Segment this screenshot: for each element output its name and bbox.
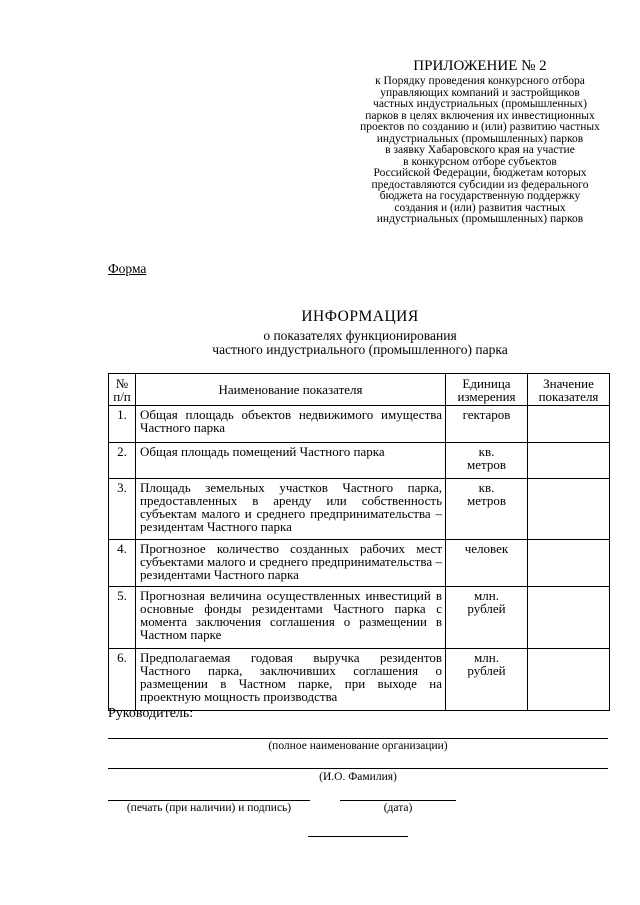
- row-unit-line: млн.: [474, 650, 499, 665]
- appendix-line: предоставляются субсидии из федерального: [371, 178, 589, 191]
- appendix-line: парков в целях включения их инвестиционных: [365, 109, 595, 122]
- date-line[interactable]: [340, 800, 456, 801]
- row-value-cell[interactable]: [528, 406, 610, 443]
- document-subtitle: [160, 329, 560, 357]
- row-unit-line: рублей: [467, 663, 506, 678]
- row-num: 3.: [109, 479, 136, 540]
- form-label: Форма: [108, 261, 147, 276]
- appendix-text: [352, 76, 608, 226]
- row-unit: [446, 540, 528, 587]
- row-name: Общая площадь помещений Частного парка: [136, 443, 446, 479]
- row-value-cell[interactable]: [528, 443, 610, 479]
- name-line[interactable]: [108, 768, 608, 769]
- row-unit-line: кв.: [478, 480, 495, 495]
- appendix-line: в конкурсном отборе субъектов: [403, 155, 557, 168]
- appendix-line: частных индустриальных (промышленных): [373, 98, 587, 110]
- row-value-cell[interactable]: [528, 540, 610, 587]
- appendix-line: к Порядку проведения конкурсного отбора: [375, 75, 585, 87]
- header-unit-line: измерения: [457, 388, 516, 404]
- appendix-line: бюджета на государственную поддержку: [379, 190, 581, 202]
- header-value-line: Значение: [543, 375, 594, 391]
- row-value-cell[interactable]: [528, 649, 610, 711]
- table-row: [109, 649, 610, 711]
- table-row: [109, 540, 610, 587]
- row-name: Прогнозное количество созданных рабочих мест субъектами малого и среднего предпринимательства – резидентами Частного парка: [136, 540, 446, 587]
- table-row: [109, 587, 610, 649]
- row-unit: [446, 406, 528, 443]
- row-unit: [446, 443, 528, 479]
- org-caption: (полное наименование организации): [268, 740, 448, 752]
- appendix-line: в заявку Хабаровского края на участие: [385, 144, 575, 156]
- appendix-title: ПРИЛОЖЕНИЕ № 2: [413, 58, 547, 74]
- row-unit-line: рублей: [467, 601, 506, 616]
- header-num-line: п/п: [113, 388, 131, 404]
- row-num: 4.: [109, 540, 136, 587]
- row-num: 6.: [109, 649, 136, 711]
- seal-caption: (печать (при наличии) и подпись): [126, 802, 292, 814]
- row-unit-line: кв.: [478, 444, 495, 459]
- row-unit-line: гектаров: [462, 407, 511, 422]
- indicators-table: [108, 373, 610, 711]
- appendix-line: индустриальных (промышленных) парков: [376, 213, 584, 225]
- row-name: Прогнозная величина осуществленных инвестиций в основные фонды резидентами Частного парка с момента заключения соглашения о размещении в Частном парке: [136, 587, 446, 649]
- row-unit: [446, 649, 528, 711]
- row-unit-line: человек: [464, 541, 509, 556]
- table-row: [109, 443, 610, 479]
- row-unit-line: млн.: [474, 588, 499, 603]
- signature-line[interactable]: [108, 800, 310, 801]
- row-unit-line: метров: [467, 493, 506, 508]
- row-num: 5.: [109, 587, 136, 649]
- row-name: Предполагаемая годовая выручка резидентов Частного парка, заключивших соглашения о размещении в Частном парке, при выходе на проектную мощность производства: [136, 649, 446, 711]
- closing-rule: [308, 836, 408, 837]
- row-unit: [446, 587, 528, 649]
- name-caption: (И.О. Фамилия): [319, 771, 397, 783]
- header-unit: [446, 374, 528, 406]
- header-num-line: №: [115, 375, 129, 391]
- row-unit-line: метров: [467, 457, 506, 472]
- appendix-line: проектов по созданию и (или) развитию частных: [360, 121, 600, 133]
- row-unit: [446, 479, 528, 540]
- table-row: [109, 479, 610, 540]
- table-row: [109, 406, 610, 443]
- date-caption: (дата): [383, 802, 413, 814]
- org-name-line[interactable]: [108, 738, 608, 739]
- appendix-line: управляющих компаний и застройщиков: [380, 86, 580, 99]
- header-num: [109, 374, 136, 406]
- row-value-cell[interactable]: [528, 587, 610, 649]
- row-name: Площадь земельных участков Частного парка, предоставленных в аренду или собственность субъектам малого и среднего предпринимательства – резидентам Частного парка: [136, 479, 446, 540]
- appendix-line: создания и (или) развития частных: [394, 201, 566, 214]
- row-num: 1.: [109, 406, 136, 443]
- row-name: Общая площадь объектов недвижимого имущества Частного парка: [136, 406, 446, 443]
- appendix-line: Российской Федерации, бюджетам которых: [373, 167, 587, 179]
- appendix-line: индустриальных (промышленных) парков: [376, 132, 584, 145]
- header-value: [528, 374, 610, 406]
- header-value-line: показателя: [538, 388, 599, 404]
- head-label: Руководитель:: [108, 706, 194, 721]
- document-title: ИНФОРМАЦИЯ: [301, 308, 419, 325]
- row-value-cell[interactable]: [528, 479, 610, 540]
- table-header-row: [109, 374, 610, 406]
- header-unit-line: Единица: [462, 375, 511, 391]
- row-num: 2.: [109, 443, 136, 479]
- header-name: Наименование показателя: [136, 374, 446, 406]
- subtitle-line: о показателях функционирования: [263, 328, 457, 343]
- subtitle-line: частного индустриального (промышленного) парка: [212, 342, 508, 357]
